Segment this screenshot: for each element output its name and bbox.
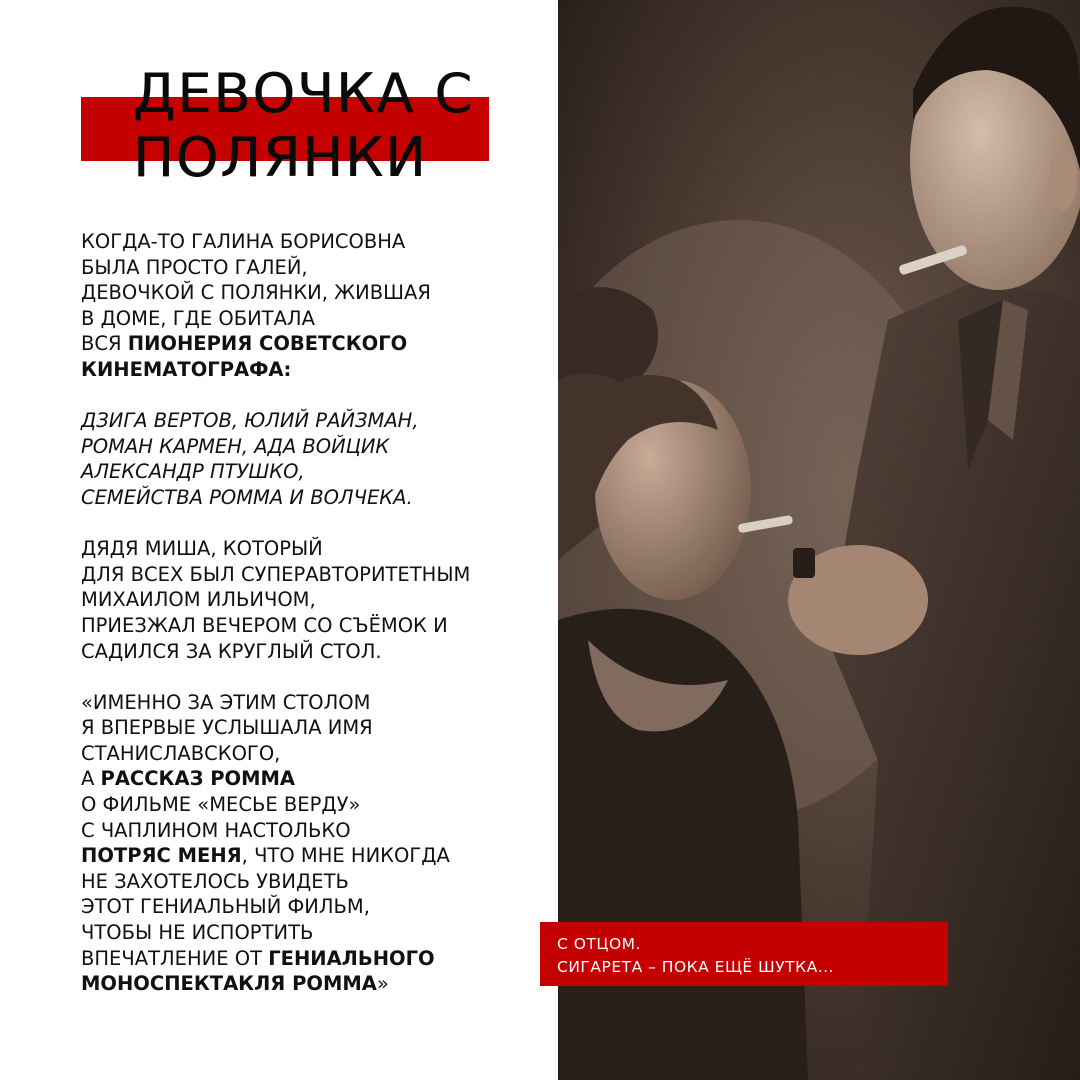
caption-line-1: С ОТЦОМ. xyxy=(557,935,641,953)
quote-line: СТАНИСЛАВСКОГО, xyxy=(81,741,281,765)
quote-line: О ФИЛЬМЕ «МЕСЬЕ ВЕРДУ» xyxy=(81,793,361,817)
quote-line xyxy=(81,843,551,869)
quote-text: ВПЕЧАТЛЕНИЕ ОТ xyxy=(81,946,269,970)
misha-line: САДИЛСЯ ЗА КРУГЛЫЙ СТОЛ. xyxy=(81,639,382,663)
quote-line: «ИМЕННО ЗА ЭТИМ СТОЛОМ xyxy=(81,690,371,714)
quote-bold: ПОТРЯС МЕНЯ xyxy=(81,844,242,868)
quote-text: » xyxy=(376,972,389,996)
quote-bold: РАССКАЗ РОММА xyxy=(100,767,295,791)
names-line: РОМАН КАРМЕН, АДА ВОЙЦИК xyxy=(81,434,390,458)
intro-bold: ПИОНЕРИЯ СОВЕТСКОГО xyxy=(127,332,408,356)
names-line: ДЗИГА ВЕРТОВ, ЮЛИЙ РАЙЗМАН, xyxy=(81,409,419,433)
quote-text: А xyxy=(81,767,101,791)
quote-line xyxy=(81,971,551,997)
intro-paragraph xyxy=(81,229,551,383)
quote-line: ЧТОБЫ НЕ ИСПОРТИТЬ xyxy=(81,921,314,945)
intro-text: ВСЯ xyxy=(81,332,128,356)
misha-line: ДЯДЯ МИША, КОТОРЫЙ xyxy=(81,537,323,561)
quote-line xyxy=(81,766,551,792)
intro-line: КОГДА-ТО ГАЛИНА БОРИСОВНА xyxy=(81,230,406,253)
article-body xyxy=(81,229,551,1022)
misha-line: ПРИЕЗЖАЛ ВЕЧЕРОМ СО СЪЁМОК И xyxy=(81,613,448,637)
intro-line: В ДОМЕ, ГДЕ ОБИТАЛА xyxy=(81,306,315,330)
quote-line xyxy=(81,946,551,972)
photo-caption xyxy=(540,922,948,986)
misha-line: ДЛЯ ВСЕХ БЫЛ СУПЕРАВТОРИТЕТНЫМ xyxy=(81,562,471,586)
intro-bold: КИНЕМАТОГРАФА: xyxy=(81,357,292,381)
title-line-2: ПОЛЯНКИ xyxy=(133,126,428,189)
quote-line: НЕ ЗАХОТЕЛОСЬ УВИДЕТЬ xyxy=(81,869,349,893)
quote-bold: ГЕНИАЛЬНОГО xyxy=(268,946,435,970)
quote-line: Я ВПЕРВЫЕ УСЛЫШАЛА ИМЯ xyxy=(81,716,373,740)
page-title xyxy=(133,62,553,190)
quote-text: , ЧТО МНЕ НИКОГДА xyxy=(241,844,450,868)
photo-illustration xyxy=(558,0,1080,1080)
title-line-1: ДЕВОЧКА С xyxy=(133,62,475,125)
intro-line xyxy=(81,331,551,357)
names-paragraph xyxy=(81,408,551,510)
quote-bold: МОНОСПЕКТАКЛЯ РОММА xyxy=(81,972,377,996)
quote-paragraph xyxy=(81,690,551,997)
names-line: АЛЕКСАНДР ПТУШКО, xyxy=(81,460,305,484)
misha-line: МИХАИЛОМ ИЛЬИЧОМ, xyxy=(81,588,316,612)
quote-line: С ЧАПЛИНОМ НАСТОЛЬКО xyxy=(81,818,351,842)
names-line: СЕМЕЙСТВА РОММА И ВОЛЧЕКА. xyxy=(81,485,413,509)
intro-line: БЫЛА ПРОСТО ГАЛЕЙ, xyxy=(81,255,308,279)
intro-line: ДЕВОЧКОЙ С ПОЛЯНКИ, ЖИВШАЯ xyxy=(81,281,431,305)
caption-line-2: СИГАРЕТА – ПОКА ЕЩЁ ШУТКА... xyxy=(557,958,835,976)
intro-line xyxy=(81,357,551,383)
misha-paragraph xyxy=(81,536,551,664)
sepia-photo xyxy=(558,0,1080,1080)
quote-line: ЭТОТ ГЕНИАЛЬНЫЙ ФИЛЬМ, xyxy=(81,895,370,919)
